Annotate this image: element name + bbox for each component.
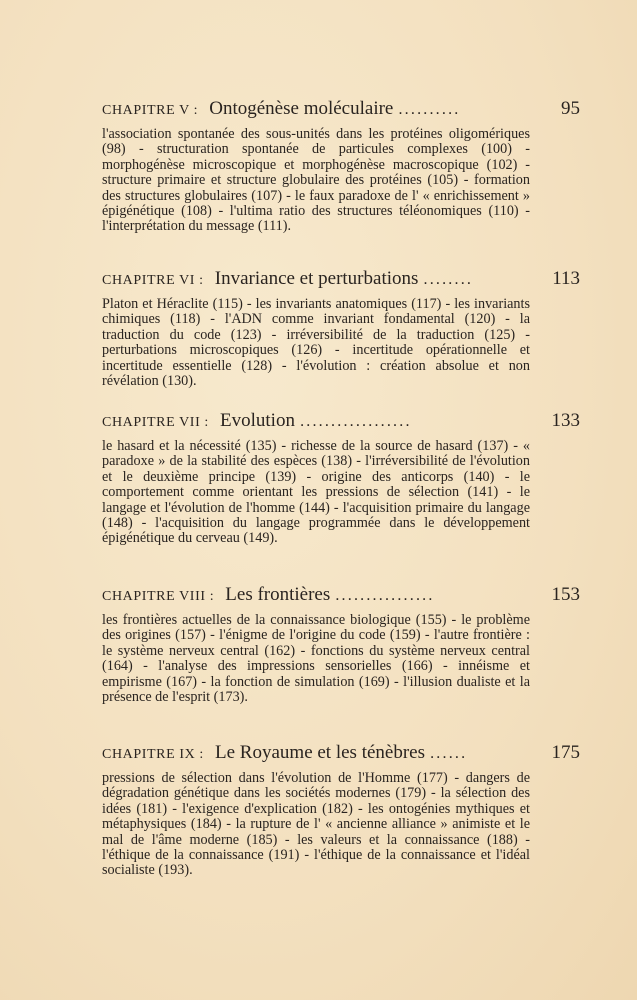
dot-leader: ........ xyxy=(423,271,474,288)
chapter-title: Invariance et perturbations xyxy=(214,268,419,289)
chapter-title: Le Royaume et les ténèbres xyxy=(215,742,425,763)
chapter-heading xyxy=(102,742,582,766)
chapter-title: Les frontières xyxy=(225,584,331,605)
chapter-summary: le hasard et la nécessité (135) - richesse de la source de hasard (137) - « paradoxe » de la stabilité des espèces (138) - l'irréversibilité de l'évolution et le deuxième principe (139) - origine des anticorps (140) - le comportement comme orientant les pressions de sélection (141) - le langage et l'évolution de l'homme (144) - l'acquisition primaire du langage (148) - l'acquisition du langage programmée dans le développement épigénétique du cerveau (149). xyxy=(102,438,530,547)
chapter-vi xyxy=(102,268,582,404)
chapter-page-number: 95 xyxy=(561,98,580,119)
dot-leader: ...... xyxy=(430,745,468,762)
chapter-heading xyxy=(102,584,582,608)
chapter-number: CHAPITRE IX : xyxy=(102,747,204,762)
chapter-number: CHAPITRE VII : xyxy=(102,415,209,430)
chapter-page-number: 175 xyxy=(551,742,580,763)
chapter-ix xyxy=(102,742,582,893)
chapter-viii xyxy=(102,584,582,720)
chapter-number: CHAPITRE VIII : xyxy=(102,589,215,604)
chapter-page-number: 133 xyxy=(551,410,580,431)
chapter-title: Ontogénèse moléculaire xyxy=(209,98,394,119)
chapter-vii xyxy=(102,410,582,561)
chapter-summary: pressions de sélection dans l'évolution de l'Homme (177) - dangers de dégradation génétique dans les sociétés modernes (179) - la sélection des idées (181) - l'exigence d'explication (182) - les ontogénies mythiques et métaphysiques (184) - la rupture de l' « ancienne alliance » animiste et le mal de l'âme moderne (185) - les valeurs et la connaissance (188) - l'éthique de la connaissance (191) - l'éthique de la connaissance et l'idéal socialiste (193). xyxy=(102,770,530,879)
dot-leader: .......... xyxy=(398,101,461,118)
dot-leader: .................. xyxy=(300,413,412,430)
chapter-page-number: 153 xyxy=(551,584,580,605)
chapter-summary: les frontières actuelles de la connaissance biologique (155) - le problème des origines (157) - l'énigme de l'origine du code (159) - l'autre frontière : le système nerveux central (162) - fonctions du système nerveux central (164) - l'analyse des impressions sensorielles (166) - innéisme et empirisme (167) - la fonction de simulation (169) - l'illusion dualiste et la présence de l'esprit (173). xyxy=(102,612,530,706)
chapter-heading xyxy=(102,268,582,292)
chapter-heading xyxy=(102,98,582,122)
chapter-number: CHAPITRE VI : xyxy=(102,273,204,288)
chapter-v xyxy=(102,98,582,249)
chapter-summary: l'association spontanée des sous-unités dans les protéines oligomériques (98) - structuration spontanée de particules complexes (100) - morphogénèse microscopique et morphogénèse macroscopique (102) - structure primaire et structure globulaire des protéines (105) - formation des structures globulaires (107) - le faux paradoxe de l' « enrichissement » épigénétique (108) - l'ultima ratio des structures téléonomiques (110) - l'interprétation du message (111). xyxy=(102,126,530,235)
chapter-page-number: 113 xyxy=(552,268,580,289)
dot-leader: ................ xyxy=(335,587,435,604)
chapter-number: CHAPITRE V : xyxy=(102,103,199,118)
chapter-title: Evolution xyxy=(220,410,295,431)
chapter-summary: Platon et Héraclite (115) - les invariants anatomiques (117) - les invariants chimiques (118) - l'ADN comme invariant fondamental (120) - la traduction du code (123) - irréversibilité de la traduction (125) - perturbations microscopiques (126) - incertitude opérationnelle et incertitude essentielle (128) - l'évolution : création absolue et non révélation (130). xyxy=(102,296,530,390)
chapter-heading xyxy=(102,410,582,434)
